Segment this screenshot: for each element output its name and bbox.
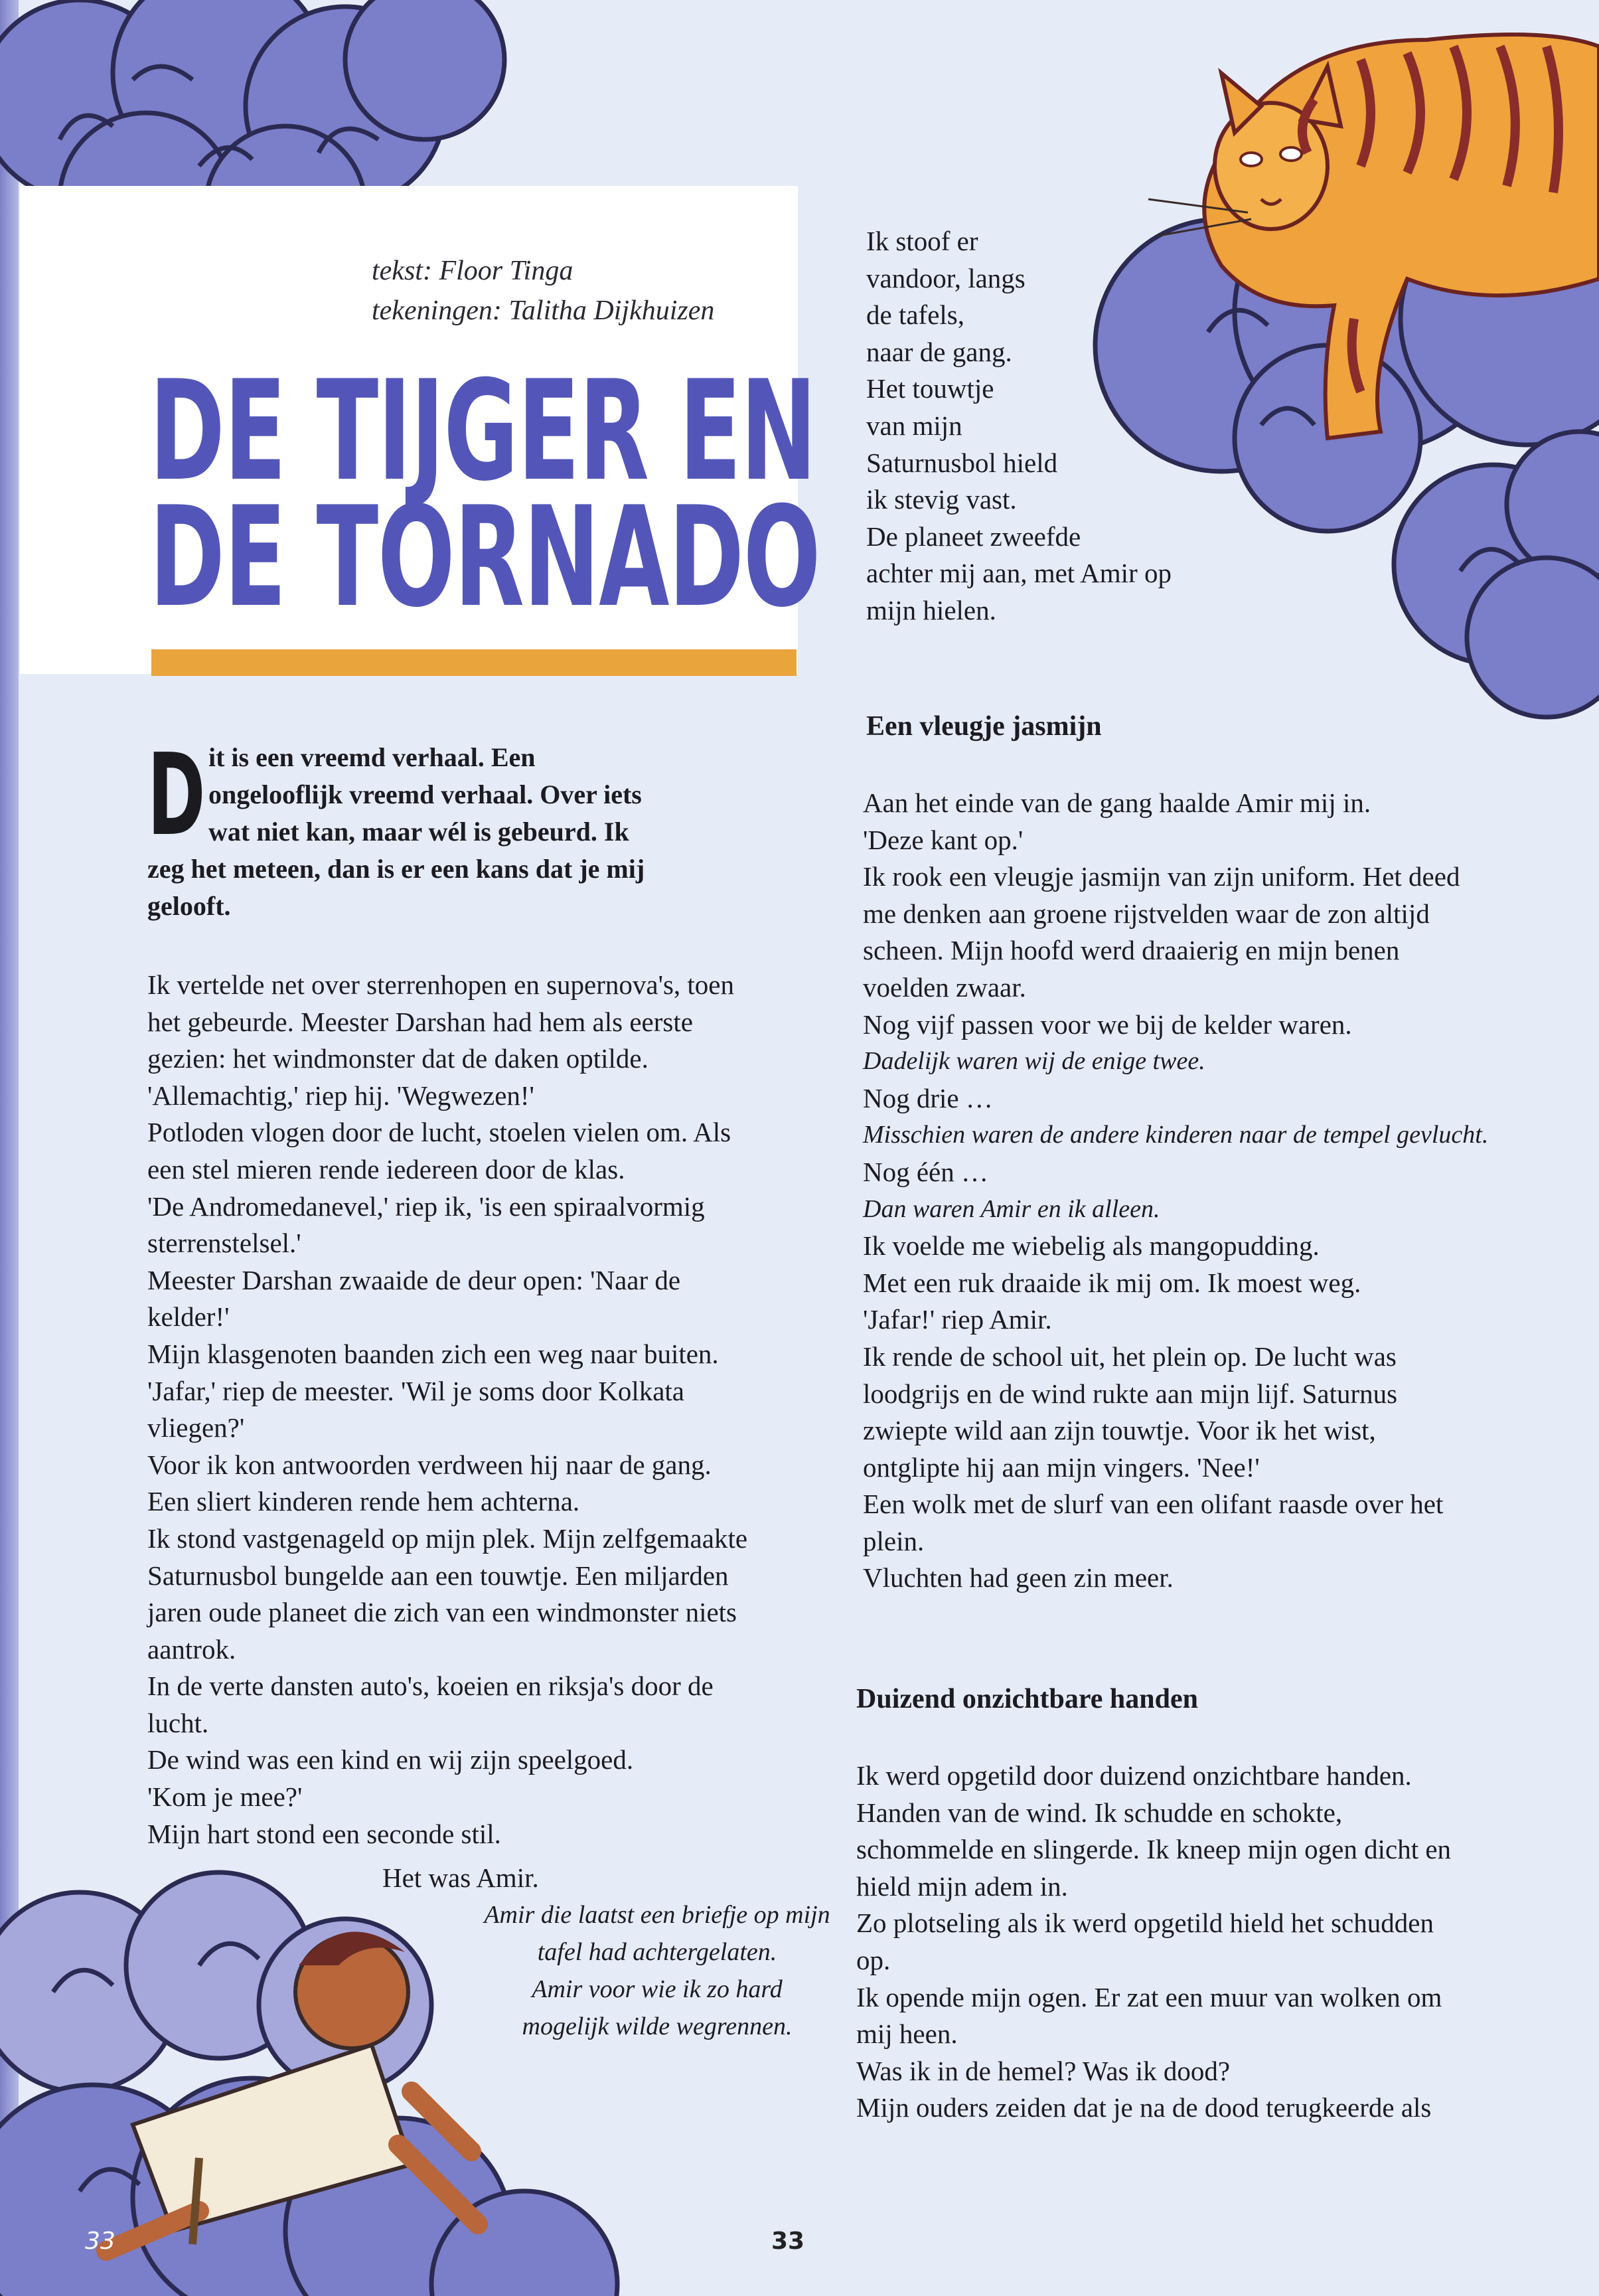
text-line: Ik voelde me wiebelig als mangopudding. — [863, 1230, 1320, 1262]
text-line: Meester Darshan zwaaide de deur open: 'Naar de — [147, 1264, 681, 1295]
section-heading-jasmijn: Een vleugje jasmijn — [866, 711, 1102, 742]
author-credit: tekst: Floor Tinga — [372, 256, 573, 286]
text-line: Zo plotseling als ik werd opgetild hield het schudden — [856, 1908, 1434, 1939]
text-line: zwiepte wild aan zijn touwtje. Voor ik het wist, — [863, 1415, 1376, 1446]
text-line: Aan het einde van de gang haalde Amir mij in. — [863, 787, 1371, 818]
text-line: 'Kom je mee?' — [147, 1781, 303, 1813]
text-line: plein. — [863, 1525, 925, 1556]
text-line: ik stevig vast. — [866, 484, 1017, 515]
text-line: Het touwtje — [866, 373, 994, 404]
text-line: aantrok. — [147, 1633, 236, 1665]
text-line: Potloden vlogen door de lucht, stoelen vielen om. Als — [147, 1117, 731, 1148]
text-line: 'Allemachtig,' riep hij. 'Wegwezen!' — [147, 1080, 534, 1111]
text-line: loodgrijs en de wind rukte aan mijn lijf. Saturnus — [863, 1378, 1398, 1409]
text-line: Misschien waren de andere kinderen naar de tempel gevlucht. — [863, 1121, 1489, 1149]
text-line: jaren oude planeet die zich van een windmonster niets — [147, 1597, 737, 1628]
text-line: mijn hielen. — [866, 594, 996, 625]
illustrator-credit: tekeningen: Talitha Dijkhuizen — [372, 295, 715, 326]
text-line: Nog één … — [863, 1156, 989, 1187]
text-line: Met een ruk draaide ik mij om. Ik moest weg. — [863, 1267, 1361, 1298]
left-column-text — [147, 967, 747, 1852]
section-jasmijn-text — [863, 785, 1488, 1597]
text-line: Vluchten had geen zin meer. — [863, 1562, 1174, 1594]
text-line: voelden zwaar. — [863, 971, 1026, 1003]
page-number: 33 — [771, 2228, 805, 2255]
text-line: Ik stond vastgenageld op mijn plek. Mijn zelfgemaakte — [147, 1522, 748, 1554]
right-top-text — [866, 223, 1172, 629]
text-line: schommelde en slingerde. Ik kneep mijn ogen dicht en — [856, 1834, 1452, 1865]
text-line: Ik stoof er — [866, 226, 978, 256]
text-line: hield mijn adem in. — [856, 1870, 1068, 1902]
text-line: Nog vijf passen voor we bij de kelder waren. — [863, 1009, 1352, 1040]
text-line: 'Jafar,' riep de meester. 'Wil je soms door Kolkata — [147, 1375, 685, 1406]
text-line: op. — [856, 1944, 891, 1975]
text-line: lucht. — [147, 1707, 209, 1738]
amir-italic-line: Amir voor wie ik zo hard — [532, 1975, 783, 2003]
amir-italic-line: tafel had achtergelaten. — [537, 1938, 777, 1966]
text-line: Ik rende de school uit, het plein op. De lucht was — [863, 1341, 1397, 1372]
amir-passage — [372, 1859, 876, 2045]
title-underline-bar — [151, 649, 797, 676]
text-line: De wind was een kind en wij zijn speelgoed. — [147, 1744, 634, 1775]
text-line: Was ik in de hemel? Was ik dood? — [856, 2055, 1231, 2086]
section-handen-text — [856, 1758, 1451, 2127]
drop-cap: D — [147, 730, 206, 861]
text-line: van mijn — [866, 410, 962, 441]
text-line: Dadelijk waren wij de enige twee. — [863, 1047, 1205, 1076]
text-line: de tafels, — [866, 299, 964, 331]
text-line: Ik rook een vleugje jasmijn van zijn uniform. Het deed — [863, 861, 1460, 892]
text-line: Ik opende mijn ogen. Er zat een muur van wolken om — [856, 1981, 1442, 2012]
story-title-line-1: DE TIJGER EN — [149, 351, 816, 512]
text-line: Mijn hart stond een seconde stil. — [147, 1818, 501, 1849]
amir-line: Het was Amir. — [382, 1862, 539, 1893]
text-line: naar de gang. — [866, 336, 1012, 367]
text-line: scheen. Mijn hoofd werd draaierig en mijn benen — [863, 935, 1400, 966]
text-line: ontglipte hij aan mijn vingers. 'Nee!' — [863, 1451, 1260, 1483]
text-line: Saturnusbol hield — [866, 447, 1058, 478]
amir-italic-line: Amir die laatst een briefje op mijn — [484, 1901, 830, 1929]
text-line: vandoor, langs — [866, 262, 1026, 293]
section-heading-handen: Duizend onzichtbare handen — [856, 1684, 1198, 1714]
text-line: sterrenstelsel.' — [147, 1228, 301, 1259]
text-line: Mijn ouders zeiden dat je na de dood terugkeerde als — [856, 2092, 1432, 2123]
intro-line: wat niet kan, maar wél is gebeurd. Ik — [208, 817, 629, 847]
text-line: In de verte dansten auto's, koeien en riksja's door de — [147, 1671, 714, 1702]
intro-line: zeg het meteen, dan is er een kans dat je mij — [147, 854, 645, 884]
story-title-line-2: DE TORNADO — [149, 477, 820, 638]
text-line: mij heen. — [856, 2018, 958, 2050]
intro-line: it is een vreemd verhaal. Een — [208, 742, 536, 772]
text-line: gezien: het windmonster dat de daken optilde. — [147, 1043, 648, 1074]
text-line: het gebeurde. Meester Darshan had hem als eerste — [147, 1006, 693, 1037]
text-line: Ik werd opgetild door duizend onzichtbare handen. — [856, 1760, 1412, 1791]
text-line: 'De Andromedanevel,' riep ik, 'is een spiraalvormig — [147, 1190, 705, 1222]
page-number-corner: 33 — [85, 2228, 115, 2255]
text-line: Saturnusbol bungelde aan een touwtje. Een miljarden — [147, 1560, 729, 1591]
text-line: achter mij aan, met Amir op — [866, 558, 1172, 589]
text-line: Een sliert kinderen rende hem achterna. — [147, 1486, 580, 1517]
text-line: kelder!' — [147, 1301, 230, 1333]
amir-italic-line: mogelijk wilde wegrennen. — [522, 2012, 793, 2040]
text-line: vliegen?' — [147, 1412, 245, 1443]
text-line: Ik vertelde net over sterrenhopen en supernova's, toen — [147, 969, 735, 1000]
text-line: me denken aan groene rijstvelden waar de zon altijd — [863, 898, 1430, 929]
text-line: Nog drie … — [863, 1082, 993, 1113]
intro-line: gelooft. — [147, 891, 231, 921]
text-line: 'Deze kant op.' — [863, 824, 1024, 855]
text-line: De planeet zweefde — [866, 521, 1081, 552]
intro-paragraph — [147, 730, 838, 925]
text-line: Een wolk met de slurf van een olifant raasde over het — [863, 1489, 1444, 1520]
text-line: Dan waren Amir en ik alleen. — [863, 1194, 1160, 1223]
text-line: een stel mieren rende iedereen door de klas. — [147, 1153, 625, 1185]
text-line: Handen van de wind. Ik schudde en schokte, — [856, 1797, 1343, 1828]
text-line: Mijn klasgenoten baanden zich een weg naar buiten. — [147, 1338, 719, 1369]
text-line: 'Jafar!' riep Amir. — [863, 1304, 1052, 1335]
text-line: Voor ik kon antwoorden verdween hij naar de gang. — [147, 1449, 712, 1480]
intro-line: ongelooflijk vreemd verhaal. Over iets — [208, 779, 642, 809]
